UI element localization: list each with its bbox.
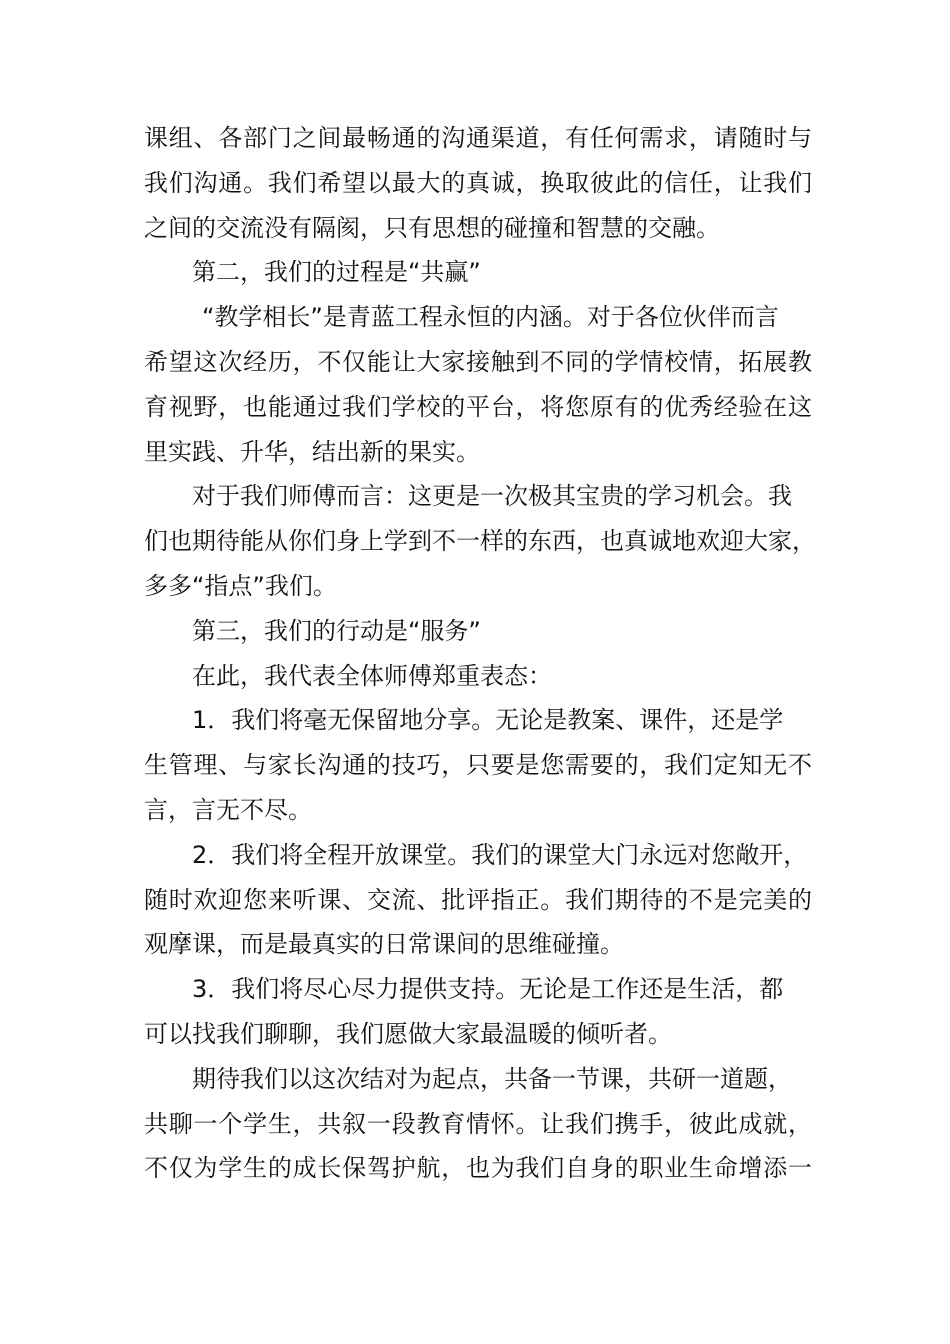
text-line: 育视野，也能通过我们学校的平台，将您原有的优秀经验在这 bbox=[144, 392, 812, 421]
text-line: 共聊一个学生，共叙一段教育情怀。让我们携手，彼此成就， bbox=[144, 1109, 812, 1138]
text-line: 多多“指点”我们。 bbox=[144, 571, 337, 600]
text-line: 对于我们师傅而言：这更是一次极其宝贵的学习机会。我 bbox=[192, 482, 792, 511]
text-line: 之间的交流没有隔阂，只有思想的碰撞和智慧的交融。 bbox=[144, 213, 720, 242]
text-line: “教学相长”是青蓝工程永恒的内涵。对于各位伙伴而言 bbox=[202, 303, 779, 332]
text-line: 里实践、升华，结出新的果实。 bbox=[144, 437, 480, 466]
text-line: 课组、各部门之间最畅通的沟通渠道，有任何需求，请随时与 bbox=[144, 124, 812, 152]
text-line: 期待我们以这次结对为起点，共备一节课，共研一道题， bbox=[192, 1064, 792, 1093]
text-line: 不仅为学生的成长保驾护航，也为我们自身的职业生命增添一 bbox=[144, 1154, 812, 1183]
text-line: 可以找我们聊聊，我们愿做大家最温暖的倾听者。 bbox=[144, 1019, 672, 1048]
body-text bbox=[144, 116, 816, 1191]
text-line: 观摩课，而是最真实的日常课间的思维碰撞。 bbox=[144, 930, 624, 959]
text-line: 我们沟通。我们希望以最大的真诚，换取彼此的信任，让我们 bbox=[144, 168, 812, 197]
text-line: 生管理、与家长沟通的技巧，只要是您需要的，我们定知无不 bbox=[144, 751, 812, 780]
text-line: 们也期待能从你们身上学到不一样的东西，也真诚地欢迎大家， bbox=[144, 527, 816, 556]
list-item-3: 3．我们将尽心尽力提供支持。无论是工作还是生活，都 bbox=[192, 975, 784, 1004]
text-line: 希望这次经历，不仅能让大家接触到不同的学情校情，拓展教 bbox=[144, 347, 812, 376]
section-heading-2: 第二，我们的过程是“共赢” bbox=[192, 258, 481, 287]
text-line: 在此，我代表全体师傅郑重表态： bbox=[192, 661, 552, 690]
text-line: 随时欢迎您来听课、交流、批评指正。我们期待的不是完美的 bbox=[144, 885, 812, 914]
section-heading-3: 第三，我们的行动是“服务” bbox=[192, 616, 481, 645]
list-item-1: 1．我们将毫无保留地分享。无论是教案、课件，还是学 bbox=[192, 706, 784, 735]
text-line: 言，言无不尽。 bbox=[144, 795, 312, 824]
list-item-2: 2．我们将全程开放课堂。我们的课堂大门永远对您敞开， bbox=[192, 840, 808, 869]
